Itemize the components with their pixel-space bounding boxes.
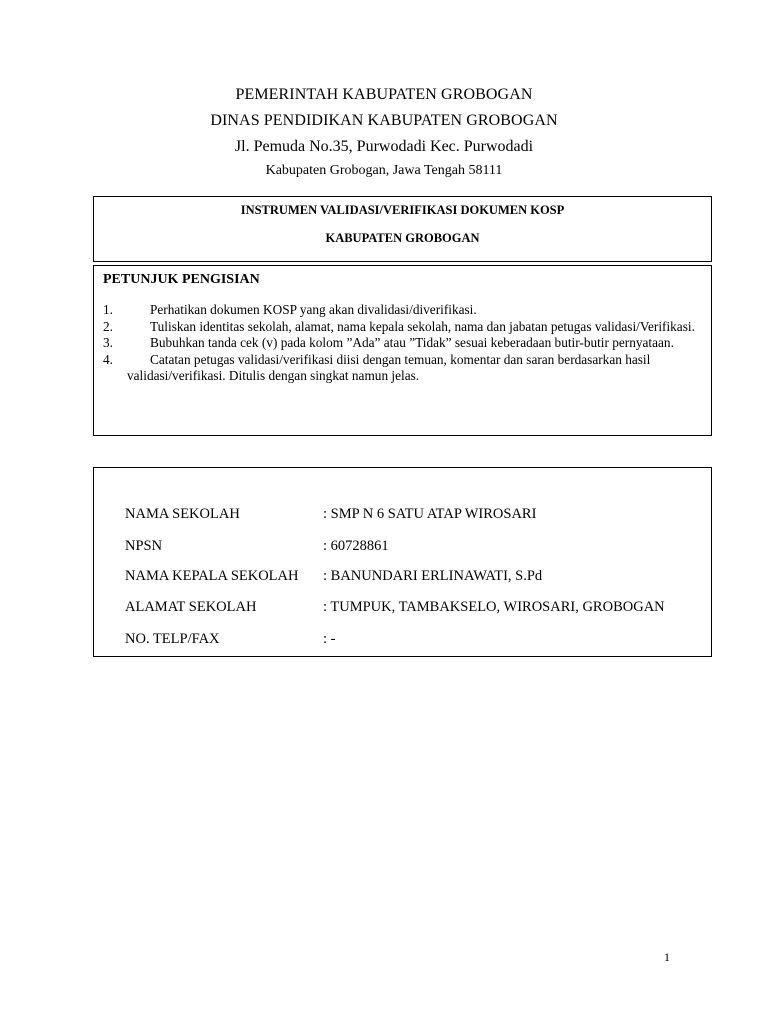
instructions-heading: PETUNJUK PENGISIAN [103, 272, 260, 287]
school-address-value: : TUMPUK, TAMBAKSELO, WIROSARI, GROBOGAN [323, 599, 665, 615]
principal-value: : BANUNDARI ERLINAWATI, S.Pd [323, 568, 543, 584]
letterhead-agency: DINAS PENDIDIKAN KABUPATEN GROBOGAN [210, 112, 558, 129]
instructions-box [93, 265, 712, 436]
instruction-number: 4. [103, 351, 113, 367]
npsn-label: NPSN [125, 538, 163, 554]
instruction-number: 3. [103, 335, 113, 350]
instruction-item [94, 335, 711, 352]
document-subtitle: KABUPATEN GROBOGAN [325, 231, 480, 245]
school-name-label: NAMA SEKOLAH [125, 506, 240, 522]
npsn-value: : 60728861 [323, 538, 389, 554]
instruction-item [94, 302, 711, 319]
letterhead-region: Kabupaten Grobogan, Jawa Tengah 58111 [265, 163, 503, 178]
instruction-item [94, 319, 711, 336]
phone-fax-value: : - [323, 631, 336, 647]
phone-fax-row [125, 631, 335, 648]
school-address-row [125, 599, 665, 616]
school-info-box [93, 467, 712, 657]
page-number: 1 [664, 950, 670, 964]
instruction-text: Tuliskan identitas sekolah, alamat, nama kepala sekolah, nama dan jabatan petugas validasi/Verifikasi. [150, 318, 695, 334]
document-title: INSTRUMEN VALIDASI/VERIFIKASI DOKUMEN KOSP [240, 203, 565, 217]
school-name-row [125, 506, 536, 523]
principal-label: NAMA KEPALA SEKOLAH [125, 568, 299, 584]
instructions-list [94, 302, 711, 385]
instruction-number: 2. [103, 318, 113, 334]
letterhead-government: PEMERINTAH KABUPATEN GROBOGAN [235, 86, 533, 103]
npsn-row [125, 538, 389, 555]
school-name-value: : SMP N 6 SATU ATAP WIROSARI [323, 506, 537, 522]
school-address-label: ALAMAT SEKOLAH [125, 599, 257, 615]
instruction-text: Perhatikan dokumen KOSP yang akan divalidasi/diverifikasi. [150, 302, 477, 317]
letterhead-street-address: Jl. Pemuda No.35, Purwodadi Kec. Purwodadi [234, 138, 534, 155]
principal-row [125, 568, 542, 585]
instruction-item [94, 352, 711, 385]
instruction-number: 1. [103, 302, 113, 317]
instruction-text: Catatan petugas validasi/verifikasi diisi dengan temuan, komentar dan saran berdasarkan hasil validasi/verifikasi. Ditulis dengan singkat namun jelas. [127, 351, 651, 383]
phone-fax-label: NO. TELP/FAX [125, 631, 220, 647]
instruction-text: Bubuhkan tanda cek (v) pada kolom ”Ada” atau ”Tidak” sesuai keberadaan butir-butir pernyataan. [150, 335, 674, 350]
document-title-box [93, 196, 712, 262]
